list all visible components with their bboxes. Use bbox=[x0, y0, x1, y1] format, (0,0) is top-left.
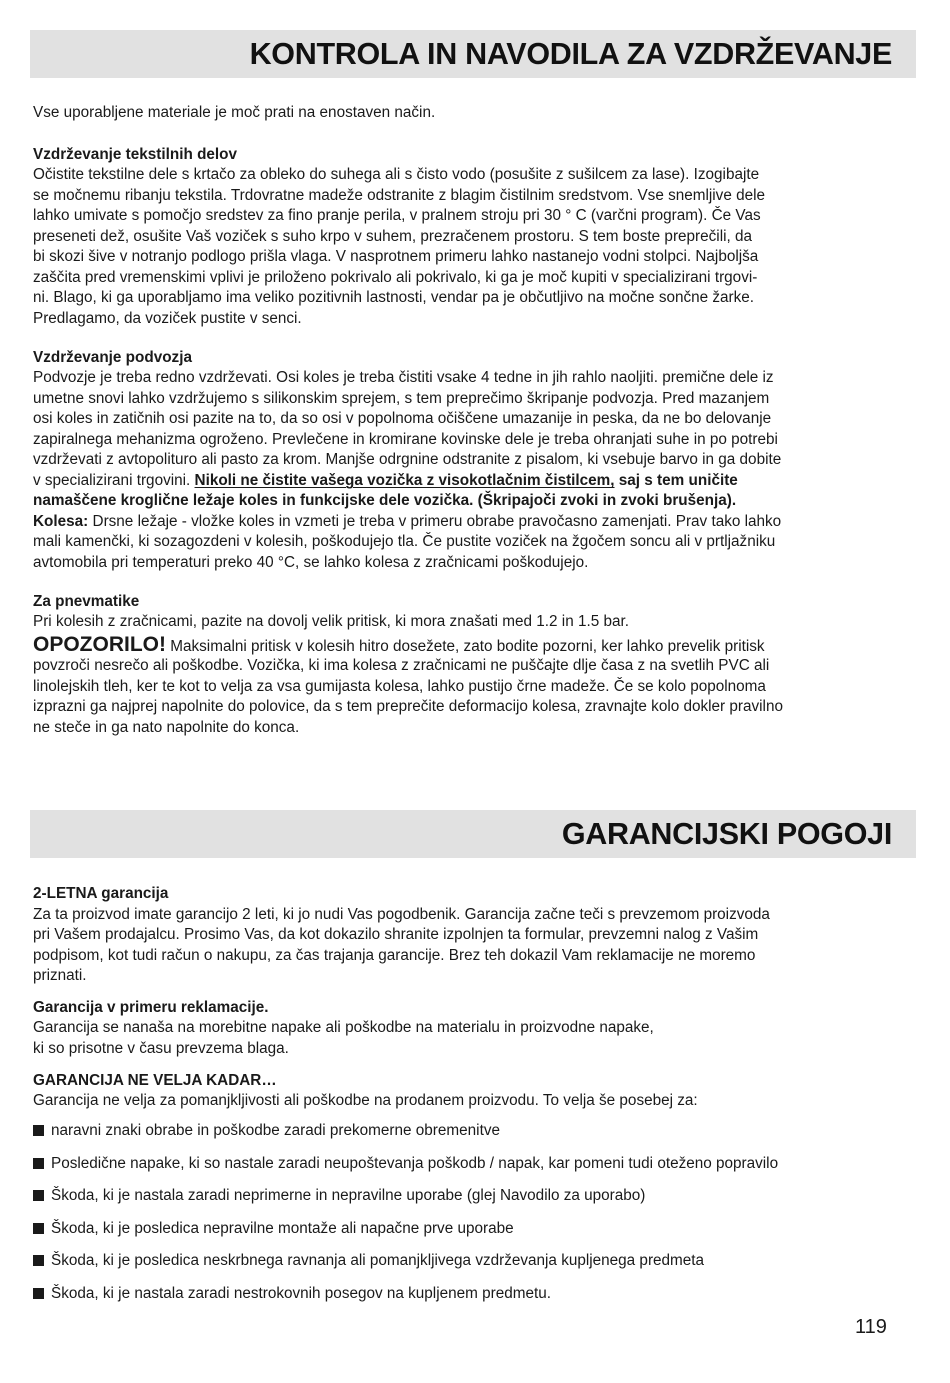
list-item bbox=[33, 1121, 918, 1154]
text-line: bi skozi šive v notranjo podlogo prišla vlaga. V nasprotnem primeru lahko nastanejo vodni stolpci. Najboljša bbox=[33, 248, 759, 265]
list-item bbox=[33, 1219, 918, 1252]
list-item-text: Škoda, ki je nastala zaradi neprimerne in nepravilne uporabe (glej Navodilo za uporabo) bbox=[51, 1187, 646, 1204]
intro-text: Vse uporabljene materiale je moč prati na enostaven način. bbox=[33, 104, 436, 121]
text-line: Očistite tekstilne dele s krtačo za obleko do suhega ali s čisto vodo (posušite z sušilcem za lase). Izogibajte bbox=[33, 166, 760, 183]
square-bullet-icon bbox=[33, 1125, 44, 1136]
text-span: v specializirani trgovini. bbox=[33, 472, 195, 489]
text-line: umetne snovi lahko vzdržujemo s silikonskim sprejem, s tem preprečimo škripanje podvozja. Pred mazanjem bbox=[33, 390, 770, 407]
list-item bbox=[33, 1186, 918, 1219]
text-line: Podvozje je treba redno vzdrževati. Osi koles je treba čistiti vsake 4 tedne in jih rahlo naoljiti. premične dele iz bbox=[33, 369, 774, 386]
text-line: ni. Blago, ki ga uporabljamo ima veliko pozitivnih lastnosti, vendar pa je občutljivo na močne sončne žarke. bbox=[33, 289, 755, 306]
text-line: ki so prisotne v času prevzema blaga. bbox=[33, 1040, 289, 1057]
square-bullet-icon bbox=[33, 1288, 44, 1299]
text-line: vzdrževati z avtopolituro ali pasto za krom. Manjše odrgnine odstranite z pisalom, ki vsebuje barvo in ga dobite bbox=[33, 451, 782, 468]
text-line: podpisom, kot tudi račun o nakupu, za čas trajanja garancije. Brez teh dokazil Vam reklamacije ne moremo bbox=[33, 947, 756, 964]
section-title-maintenance: KONTROLA IN NAVODILA ZA VZDRŽEVANJE bbox=[249, 36, 892, 71]
list-item bbox=[33, 1284, 918, 1317]
exclusions-list bbox=[33, 1121, 918, 1316]
list-item bbox=[33, 1154, 918, 1187]
text-span: Maksimalni pritisk v kolesih hitro dosežete, zato bodite pozorni, ker lahko prevelik pritisk bbox=[166, 638, 765, 655]
chassis-heading: Vzdrževanje podvozja bbox=[33, 349, 192, 366]
page-number: 119 bbox=[855, 1316, 887, 1338]
square-bullet-icon bbox=[33, 1223, 44, 1234]
exclusions-intro: Garancija ne velja za pomanjkljivosti ali poškodbe na prodanem proizvodu. To velja še posebej za: bbox=[33, 1092, 698, 1109]
text-line: se močnemu ribanju tekstila. Trdovratne madeže odstranite z blagim čistilnim sredstvom. Vse snemljive dele bbox=[33, 187, 766, 204]
text-line bbox=[33, 512, 903, 533]
text-line: pri Vašem prodajalcu. Prosimo Vas, da kot dokazilo shranite izpolnjen ta formular, prevzemni nalog z Vašim bbox=[33, 926, 759, 943]
tyres-heading: Za pnevmatike bbox=[33, 593, 140, 610]
text-line: ne steče in ga nato napolnite do konca. bbox=[33, 719, 300, 736]
text-line: lahko umivate s pomočjo sredstev za fino pranje perila, v pralnem stroju pri 30 ° C (varčni program). Če Vas bbox=[33, 207, 761, 224]
text-line: Za ta proizvod imate garancijo 2 leti, ki jo nudi Vas pogodbenik. Garancija začne teči s prevzemom proizvoda bbox=[33, 906, 770, 923]
exclusions-heading: GARANCIJA NE VELJA KADAR… bbox=[33, 1072, 277, 1089]
text-line: preseneti dež, osušite Vaš voziček s suho krpo v suhem, prezračenem prostoru. S tem boste preprečili, da bbox=[33, 228, 753, 245]
square-bullet-icon bbox=[33, 1190, 44, 1201]
text-line: linolejskih tleh, ker te kot to velja za vsa gumijasta kolesa, lahko pustijo črne madeže. Če se kolo popolnoma bbox=[33, 678, 766, 695]
section-title-warranty: GARANCIJSKI POGOJI bbox=[561, 816, 892, 851]
text-line: zaščita pred vremenskimi vplivi je priloženo pokrivalo ali pokrivalo, ki ga je moč kupiti v specializirani trgovi- bbox=[33, 269, 758, 286]
section-header-maintenance bbox=[30, 30, 916, 78]
square-bullet-icon bbox=[33, 1158, 44, 1169]
text-line: Pri kolesih z zračnicami, pazite na dovolj velik pritisk, ki mora znašati med 1.2 in 1.5 bar. bbox=[33, 613, 629, 630]
wheels-label: Kolesa: bbox=[33, 513, 89, 530]
text-line: mali kamenčki, ki sozagozdeni v kolesih, poškodujejo tla. Če pustite voziček na žgočem soncu ali v prtljažniku bbox=[33, 533, 776, 550]
text-line: Predlagamo, da voziček pustite v senci. bbox=[33, 310, 302, 327]
list-item-text: Škoda, ki je posledica neskrbnega ravnanja ali pomanjkljivega vzdrževanja kupljenega predmeta bbox=[51, 1252, 705, 1269]
list-item-text: naravni znaki obrabe in poškodbe zaradi prekomerne obremenitve bbox=[51, 1122, 500, 1139]
text-line: osi koles in zatičnih osi pazite na to, da so osi v popolnoma očiščene umazanije in peska, da ne bo delovanje bbox=[33, 410, 772, 427]
text-line: zapiralnega mehanizma ogroženo. Prevlečene in kromirane kovinske dele je treba ohranjati suhe in po potrebi bbox=[33, 431, 778, 448]
list-item-text: Posledične napake, ki so nastale zaradi neupoštevanja poškodb / napak, kar pomeni tudi oteženo popravilo bbox=[51, 1154, 779, 1172]
claim-heading: Garancija v primeru reklamacije. bbox=[33, 999, 269, 1016]
list-item-text: Škoda, ki je nastala zaradi nestrokovnih posegov na kupljenem predmetu. bbox=[51, 1284, 551, 1302]
text-line: avtomobila pri temperaturi preko 40 °C, se lahko kolesa z zračnicami poškodujejo. bbox=[33, 554, 589, 571]
warranty-heading: 2-LETNA garancija bbox=[33, 885, 169, 902]
high-pressure-warning: Nikoli ne čistite vašega vozička z visokotlačnim čistilcem, bbox=[194, 472, 615, 489]
warning-label: OPOZORILO! bbox=[33, 633, 166, 656]
text-line: Garancija se nanaša na morebitne napake ali poškodbe na materialu in proizvodne napake, bbox=[33, 1019, 654, 1036]
text-line: priznati. bbox=[33, 967, 87, 984]
section-header-warranty bbox=[30, 810, 916, 858]
list-item bbox=[33, 1251, 918, 1284]
textile-heading: Vzdrževanje tekstilnih delov bbox=[33, 146, 238, 163]
text-span-bold: saj s tem uničite bbox=[614, 472, 738, 489]
text-line-bold: namaščene kroglične ležaje koles in funkcijske dele vozička. (Škripajoči zvoki in zvoki brušenja). bbox=[33, 492, 737, 509]
text-line: izprazni ga najprej napolnite do polovice, da s tem preprečite deformacijo kolesa, zravnajte kolo dokler pravilno bbox=[33, 698, 783, 715]
square-bullet-icon bbox=[33, 1255, 44, 1266]
text-span: Drsne ležaje - vložke koles in vzmeti je treba v primeru obrabe pravočasno zamenjati. Prav tako lahko bbox=[88, 513, 782, 530]
list-item-text: Škoda, ki je posledica nepravilne montaže ali napačne prve uporabe bbox=[51, 1219, 514, 1237]
text-line bbox=[33, 471, 903, 492]
text-line: povzroči nesrečo ali poškodbe. Vozička, ki ima kolesa z zračnicami ne puščajte dlje časa z na svetlih PVC ali bbox=[33, 657, 770, 674]
